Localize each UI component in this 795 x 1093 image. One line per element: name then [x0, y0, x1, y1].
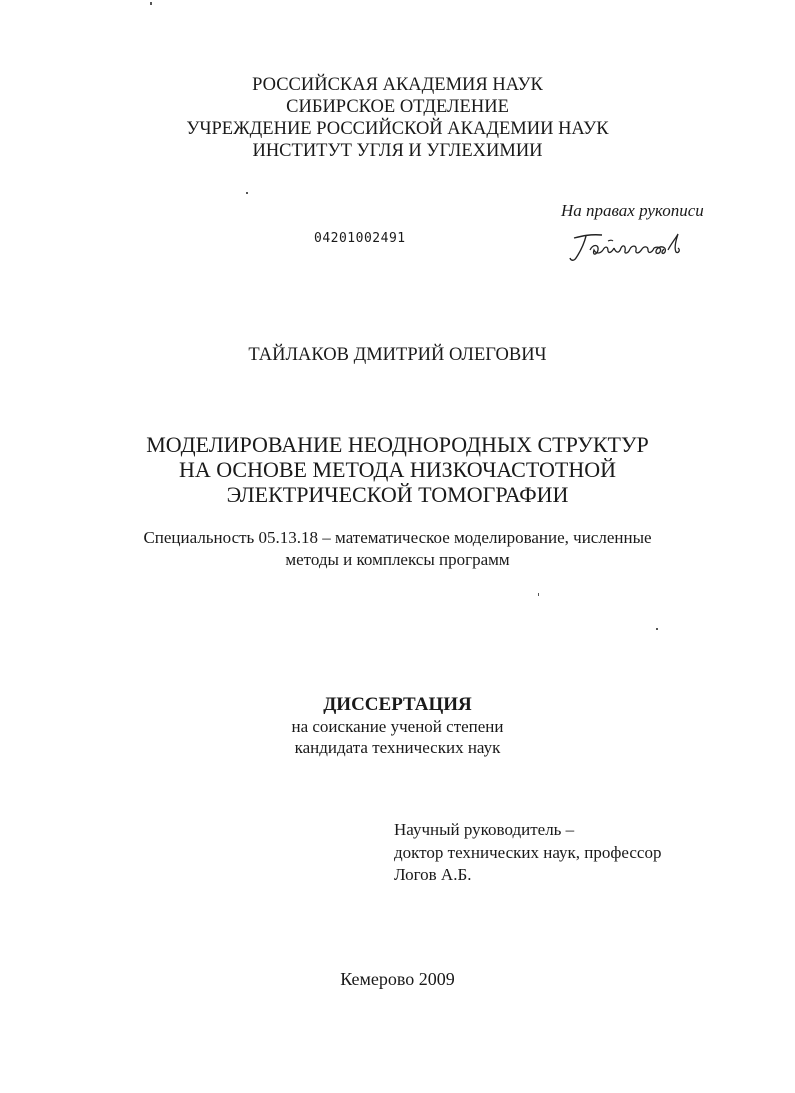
- title-line-3: ЭЛЕКТРИЧЕСКОЙ ТОМОГРАФИИ: [226, 482, 569, 507]
- scan-speck: [656, 628, 658, 630]
- degree-line-2: кандидата технических наук: [294, 738, 501, 757]
- advisor-role: Научный руководитель –: [394, 820, 575, 839]
- org-line-institution: УЧРЕЖДЕНИЕ РОССИЙСКОЙ АКАДЕМИИ НАУК: [186, 119, 609, 139]
- author-signature: [568, 228, 690, 270]
- scan-speck: [150, 2, 152, 5]
- title-line-1: МОДЕЛИРОВАНИЕ НЕОДНОРОДНЫХ СТРУКТУР: [146, 432, 649, 457]
- org-line-institute: ИНСТИТУТ УГЛЯ И УГЛЕХИМИИ: [252, 141, 543, 161]
- dissertation-heading: ДИССЕРТАЦИЯ: [323, 694, 472, 715]
- advisor-name: Логов А.Б.: [394, 865, 472, 884]
- degree-line-1: на соискание ученой степени: [291, 717, 504, 736]
- scan-speck: [538, 593, 539, 596]
- org-line-branch: СИБИРСКОЕ ОТДЕЛЕНИЕ: [286, 97, 509, 117]
- author-name: ТАЙЛАКОВ ДМИТРИЙ ОЛЕГОВИЧ: [248, 345, 547, 365]
- scan-speck: [246, 192, 248, 194]
- org-line-academy: РОССИЙСКАЯ АКАДЕМИЯ НАУК: [252, 75, 543, 95]
- inventory-number: 04201002491: [314, 231, 406, 246]
- city-year: Кемерово 2009: [340, 969, 455, 989]
- manuscript-note: На правах рукописи: [561, 201, 704, 220]
- specialty-line-1: Специальность 05.13.18 – математическое моделирование, численные: [143, 528, 652, 547]
- specialty-line-2: методы и комплексы программ: [285, 550, 510, 569]
- advisor-degree: доктор технических наук, профессор: [394, 843, 662, 862]
- title-line-2: НА ОСНОВЕ МЕТОДА НИЗКОЧАСТОТНОЙ: [179, 457, 616, 482]
